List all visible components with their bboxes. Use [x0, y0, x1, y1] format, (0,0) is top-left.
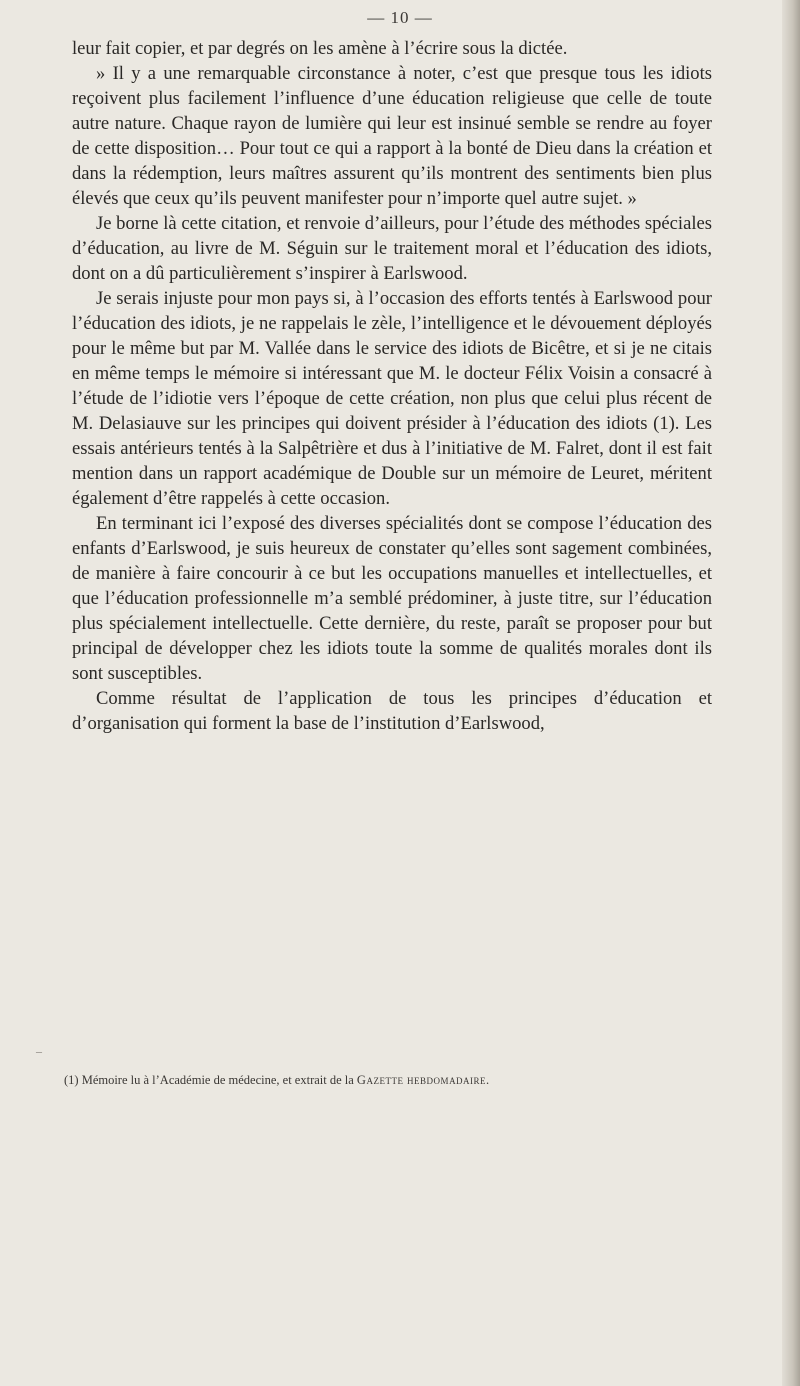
paragraph-2: » Il y a une remarquable circonstance à noter, c’est que presque tous les idiots reçoivent plus facilement l’influence d’une éducation religieuse que celle de toute autre nature. Chaque rayon de lumière qui leur est insinué semble se rendre au foyer de cette disposition… Pour tout ce qui a rapport à la bonté de Dieu dans la création et dans la rédemption, leurs maîtres assurent qu’ils montrent des sentiments bien plus élevés que ceux qu’ils peuvent manifester pour n’importe quel autre sujet. »	[72, 63, 712, 209]
body-text	[72, 36, 712, 736]
footnote-journal: Gazette hebdomadaire.	[356, 1073, 490, 1087]
footnote-text: (1) Mémoire lu à l’Académie de médecine, et extrait de la	[64, 1073, 357, 1087]
page-number: — 10 —	[367, 8, 433, 27]
page-edge-shadow	[782, 0, 800, 1386]
paragraph-5: En terminant ici l’exposé des diverses spécialités dont se compose l’éducation des enfants d’Earlswood, je suis heureux de constater qu’elles sont sagement combinées, de manière à faire concourir à ce but les occupations manuelles et intellectuelles, et que l’éducation professionnelle m’a semblé prédominer, à juste titre, sur l’éducation plus spécialement intellectuelle. Cette dernière, du reste, paraît se proposer pour but principal de développer chez les idiots toute la somme de qualités morales dont ils sont susceptibles.	[72, 513, 712, 684]
paragraph-1: leur fait copier, et par degrés on les amène à l’écrire sous la dictée.	[72, 38, 568, 59]
paragraph-3: Je borne là cette citation, et renvoie d’ailleurs, pour l’étude des méthodes spéciales d’éducation, au livre de M. Séguin sur le traitement moral et l’éducation des idiots, dont on a dû particulièrement s’inspirer à Earlswood.	[72, 213, 712, 284]
paragraph-4: Je serais injuste pour mon pays si, à l’occasion des efforts tentés à Earlswood pour l’éducation des idiots, je ne rappelais le zèle, l’intelligence et le dévouement déployés pour le même but par M. Vallée dans le service des idiots de Bicêtre, et si je ne citais en même temps le mémoire si intéressant que M. le docteur Félix Voisin a consacré à l’étude de l’idiotie vers l’époque de cette création, non plus que celui plus récent de M. Delasiauve sur les principes qui doivent présider à l’éducation des idiots (1). Les essais antérieurs tentés à la Salpêtrière et dus à l’initiative de M. Falret, dont il est fait mention dans un rapport académique de Double sur un mémoire de Leuret, méritent également d’être rappelés à cette occasion.	[72, 288, 712, 509]
paragraph-6: Comme résultat de l’application de tous les principes d’éducation et d’organisation qui forment la base de l’institution d’Earlswood,	[72, 688, 712, 734]
margin-mark: –	[36, 1044, 42, 1058]
footnote	[64, 1072, 724, 1088]
